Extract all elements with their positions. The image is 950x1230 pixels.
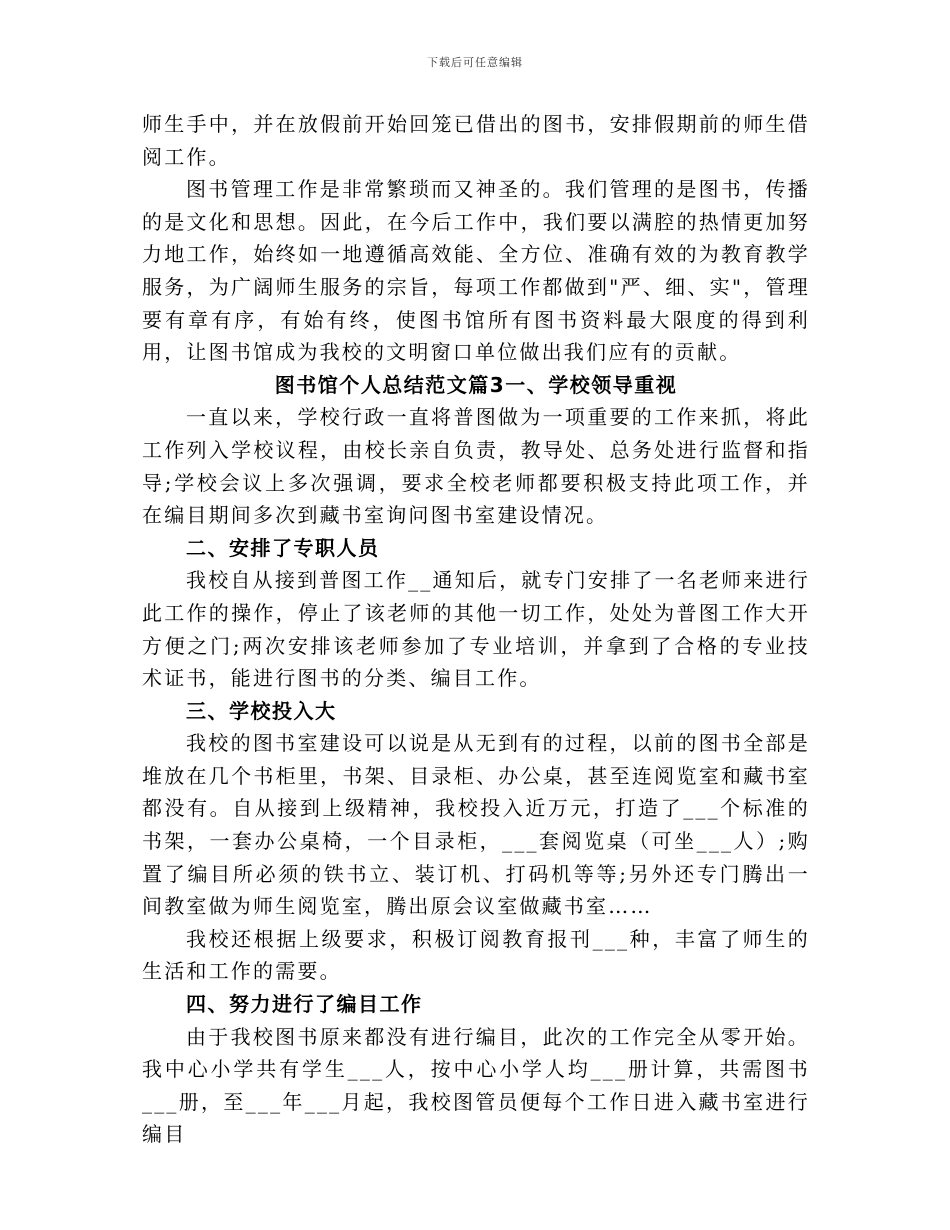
- paragraph-cataloging: 由于我校图书原来都没有进行编目，此次的工作完全从零开始。我中心小学共有学生___人，按中心小学人均___册计算，共需图书___册，至___年___月起，我校图管员便每个工作日进入藏书室进行编目: [142, 1024, 810, 1147]
- paragraph-staff: 我校自从接到普图工作__通知后，就专门安排了一名老师来进行此工作的操作，停止了该老师的其他一切工作，处处为普图工作大开方便之门;两次安排该老师参加了专业培训，并拿到了合格的专业技术证书，能进行图书的分类、编目工作。: [142, 568, 810, 691]
- page-header: 下载后可任意编辑: [427, 56, 523, 69]
- paragraph-investment: 我校的图书室建设可以说是从无到有的过程，以前的图书全部是堆放在几个书柜里，书架、目录柜、办公桌，甚至连阅览室和藏书室都没有。自从接到上级精神，我校投入近万元，打造了___个标准的书架，一套办公桌椅，一个目录柜，___套阅览桌（可坐___人）;购置了编目所必须的铁书立、装订机、打码机等等;另外还专门腾出一间教室做为师生阅览室，腾出原会议室做藏书室……: [142, 731, 810, 919]
- paragraph-periodicals: 我校还根据上级要求，积极订阅教育报刊___种，丰富了师生的生活和工作的需要。: [142, 926, 810, 984]
- section-heading-investment: 三、学校投入大: [186, 698, 337, 723]
- paragraph-leadership: 一直以来，学校行政一直将普图做为一项重要的工作来抓，将此工作列入学校议程，由校长亲自负责，教导处、总务处进行监督和指导;学校会议上多次强调，要求全校老师都要积极支持此项工作，并在编目期间多次到藏书室询问图书室建设情况。: [142, 405, 810, 528]
- section-heading-staff: 二、安排了专职人员: [186, 535, 380, 560]
- section-heading-cataloging: 四、努力进行了编目工作: [186, 992, 423, 1017]
- paragraph-continuation: 师生手中，并在放假前开始回笼已借出的图书，安排假期前的师生借阅工作。: [142, 112, 810, 169]
- paragraph-library-work: 图书管理工作是非常繁琐而又神圣的。我们管理的是图书，传播的是文化和思想。因此，在今后工作中，我们要以满腔的热情更加努力地工作，始终如一地遵循高效能、全方位、准确有效的为教育教学服务，为广阔师生服务的宗旨，每项工作都做到"严、细、实"，管理要有章有序，有始有终，使图书馆所有图书资料最大限度的得到利用，让图书馆成为我校的文明窗口单位做出我们应有的贡献。: [142, 177, 810, 365]
- document-body: [142, 108, 810, 1151]
- article-title: 图书馆个人总结范文篇3一、学校领导重视: [274, 372, 678, 397]
